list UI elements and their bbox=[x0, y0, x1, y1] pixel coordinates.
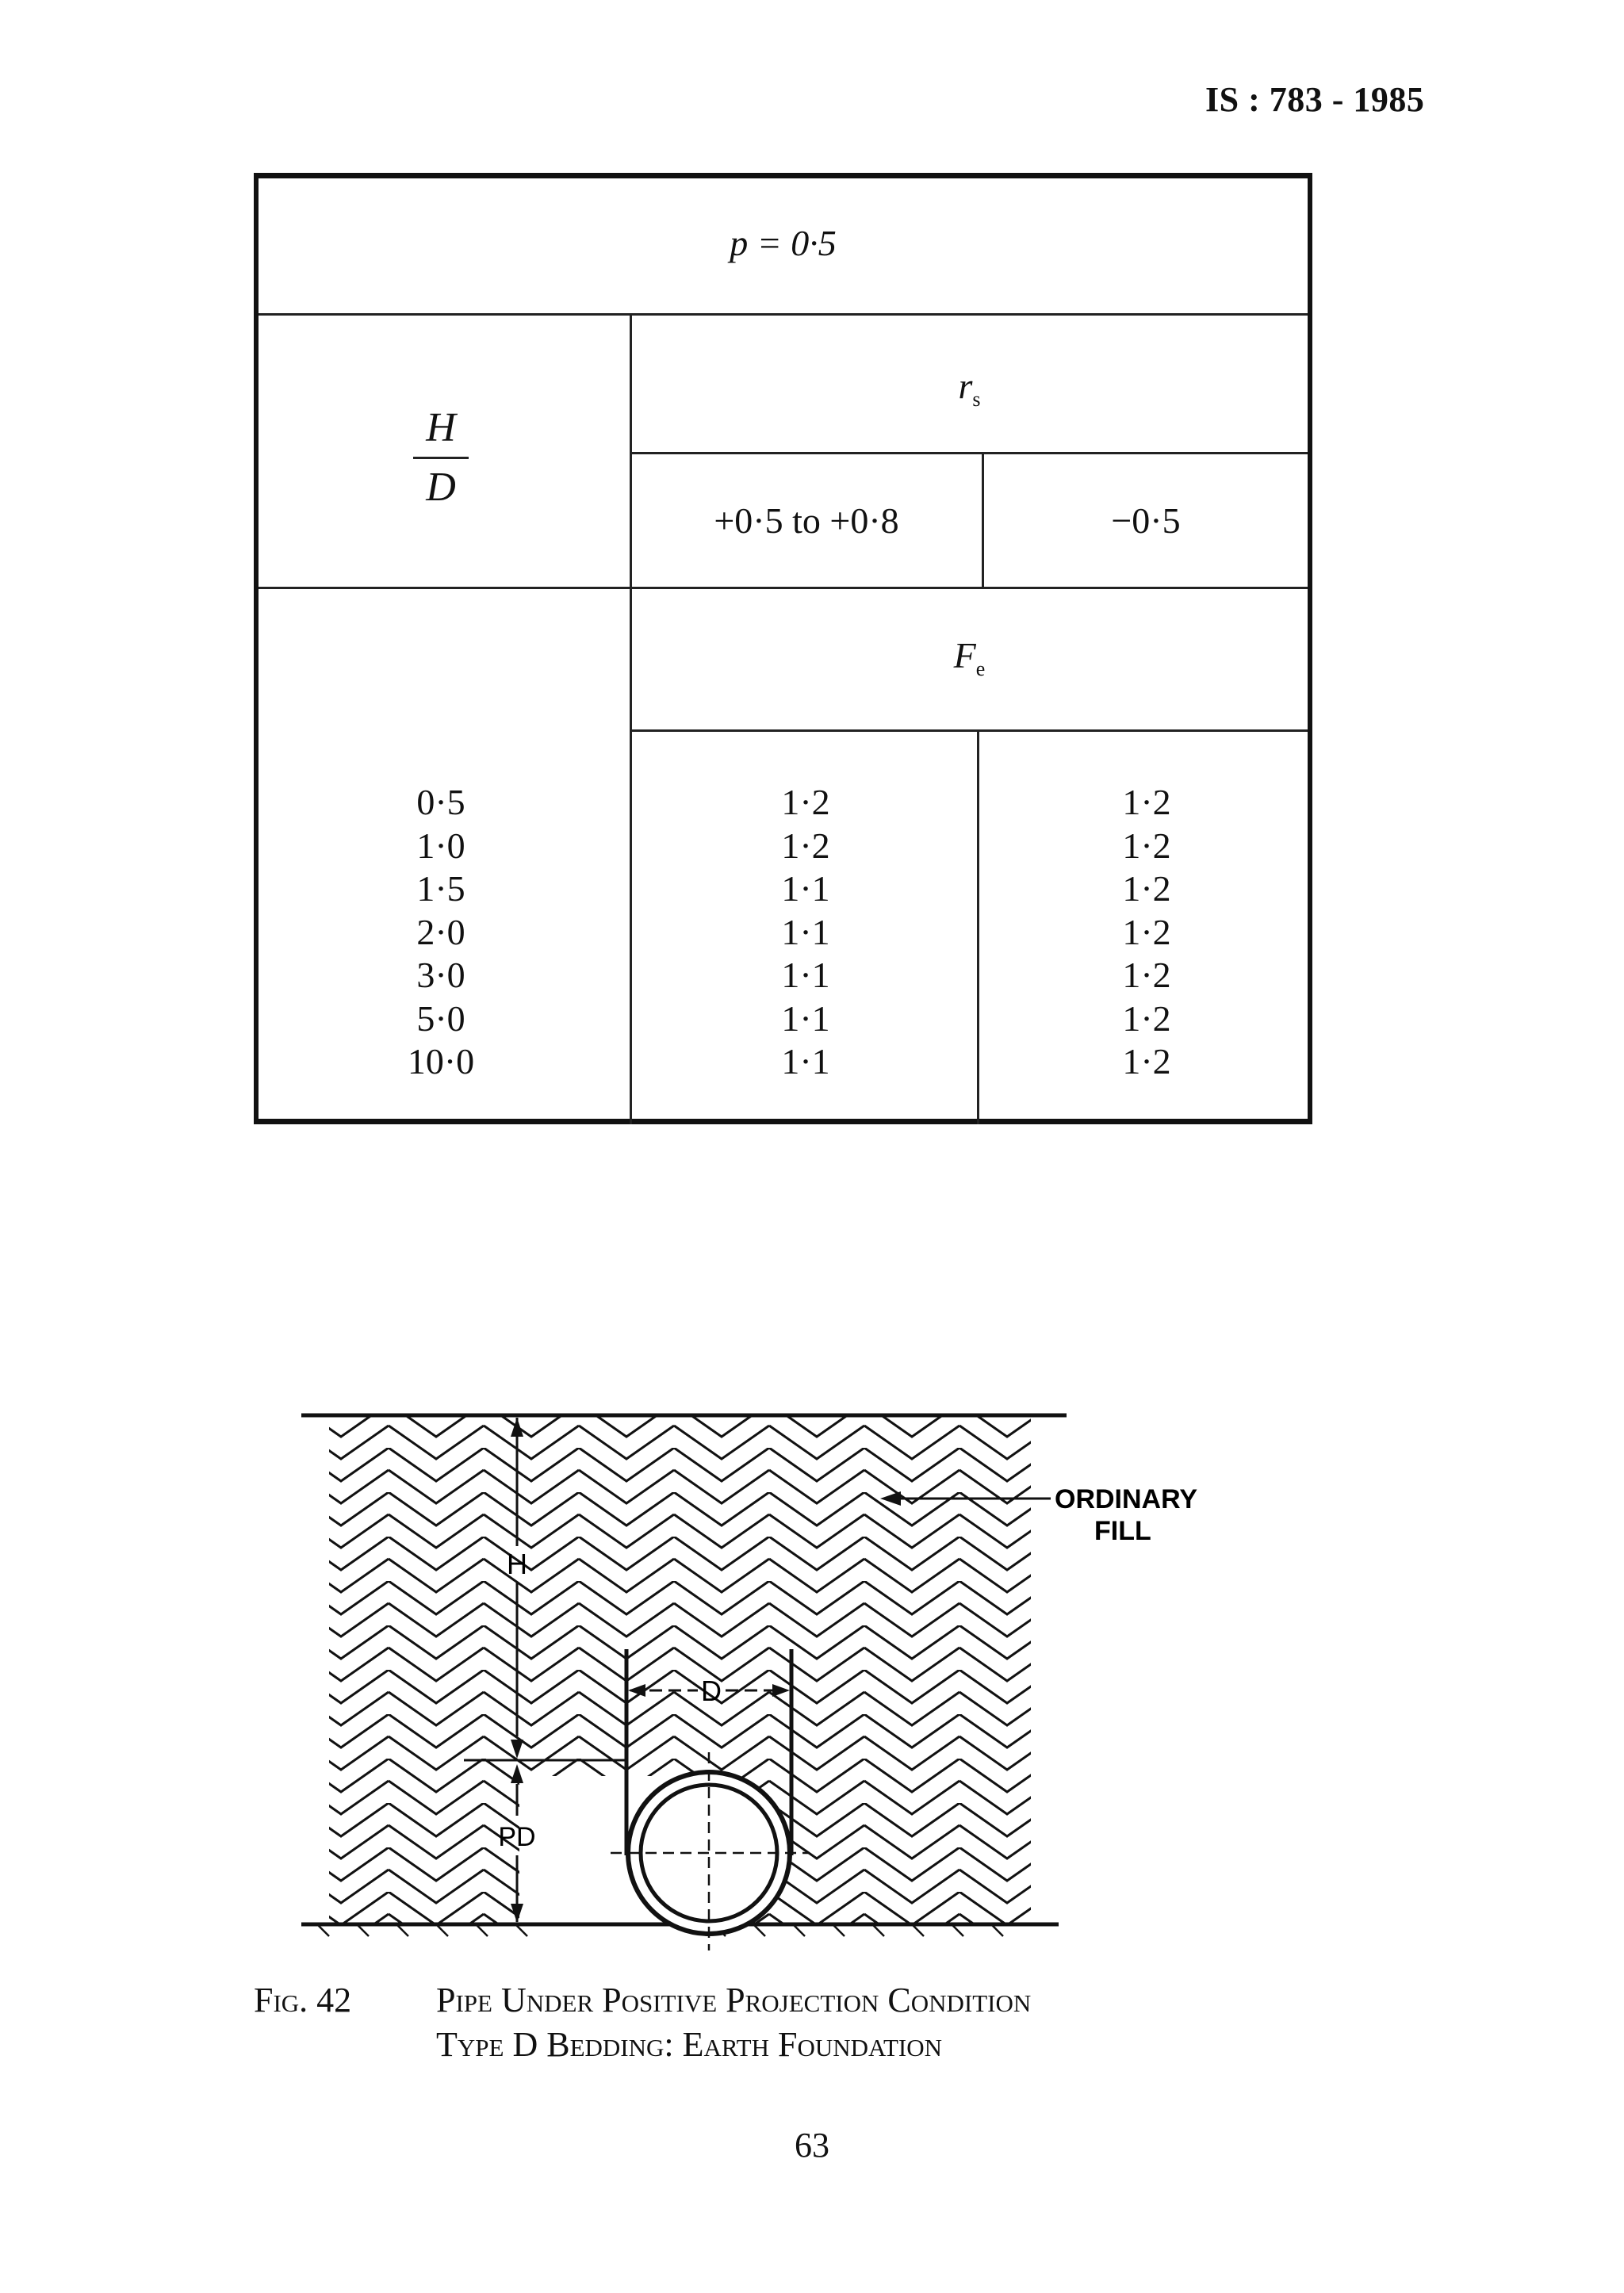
fill-label-line-2: FILL bbox=[1094, 1516, 1151, 1546]
table-cell-hd: 3·0 bbox=[416, 955, 465, 995]
table-cell-fe1: 1·1 bbox=[781, 1041, 830, 1081]
rule-under-fe bbox=[631, 729, 1308, 732]
figure-number: Fig. 42 bbox=[254, 1981, 352, 2019]
fraction-bar bbox=[413, 457, 469, 459]
table-cell-fe2: 1·2 bbox=[1122, 997, 1171, 1039]
rs-subscript: s bbox=[972, 388, 981, 412]
table-cell-fe2: 1·2 bbox=[1122, 1041, 1171, 1081]
rule-under-p bbox=[259, 313, 1308, 316]
d-label: D bbox=[701, 1675, 722, 1707]
fe-heading bbox=[631, 634, 1308, 681]
table-cell-fe2: 1·2 bbox=[1122, 868, 1171, 909]
table-cell-hd: 1·0 bbox=[416, 825, 465, 866]
table-cell-fe1: 1·1 bbox=[781, 911, 830, 952]
pipe-bedding-figure bbox=[293, 1403, 1245, 1958]
table-cell-hd: 10·0 bbox=[407, 1041, 475, 1081]
rule-under-rs bbox=[631, 452, 1308, 454]
h-label: H bbox=[507, 1548, 527, 1580]
hd-values-column bbox=[346, 781, 536, 1084]
table-cell-hd: 0·5 bbox=[416, 782, 465, 822]
figure-caption bbox=[254, 1978, 1364, 2067]
fe-values-column-1 bbox=[710, 781, 901, 1084]
table-cell-fe1: 1·1 bbox=[781, 868, 830, 909]
fe-symbol: F bbox=[953, 635, 976, 676]
pd-label: PD bbox=[498, 1822, 536, 1852]
page-number: 63 bbox=[795, 2126, 829, 2165]
table-cell-fe2: 1·2 bbox=[1122, 955, 1171, 995]
rule-col-2-bottom bbox=[977, 732, 979, 1124]
table-cell-hd: 5·0 bbox=[416, 997, 465, 1039]
table-cell-fe2: 1·2 bbox=[1122, 782, 1171, 822]
fill-label-line-1: ORDINARY bbox=[1055, 1484, 1198, 1514]
data-table bbox=[254, 173, 1312, 1124]
caption-text-2: Type D Bedding: Earth Foundation bbox=[436, 2025, 943, 2064]
table-cell-fe2: 1·2 bbox=[1122, 911, 1171, 952]
rs-column-2-heading: −0·5 bbox=[1111, 500, 1181, 541]
table-cell-fe1: 1·1 bbox=[781, 955, 830, 995]
rs-heading bbox=[631, 365, 1308, 412]
caption-line-1 bbox=[254, 1978, 1364, 2023]
rs-column-1-heading: +0·5 to +0·8 bbox=[714, 500, 899, 541]
standard-code: IS : 783 - 1985 bbox=[1205, 80, 1425, 119]
table-cell-fe1: 1·1 bbox=[781, 997, 830, 1039]
table-cell-fe1: 1·2 bbox=[781, 782, 830, 822]
caption-text-1: Pipe Under Positive Projection Condition bbox=[436, 1981, 1032, 2019]
fe-values-column-2 bbox=[1051, 781, 1242, 1084]
h-numerator: H bbox=[426, 405, 456, 450]
table-cell-fe2: 1·2 bbox=[1122, 825, 1171, 866]
table-cell-hd: 2·0 bbox=[416, 911, 465, 952]
d-denominator: D bbox=[426, 465, 456, 510]
rs-symbol: r bbox=[958, 366, 973, 406]
rule-under-header bbox=[259, 587, 1308, 589]
h-over-d-heading bbox=[370, 404, 512, 511]
p-value-heading: p = 0·5 bbox=[730, 223, 837, 263]
table-cell-fe1: 1·2 bbox=[781, 825, 830, 866]
rule-col-1 bbox=[630, 315, 632, 1124]
table-cell-hd: 1·5 bbox=[416, 868, 465, 909]
fe-subscript: e bbox=[975, 657, 986, 681]
